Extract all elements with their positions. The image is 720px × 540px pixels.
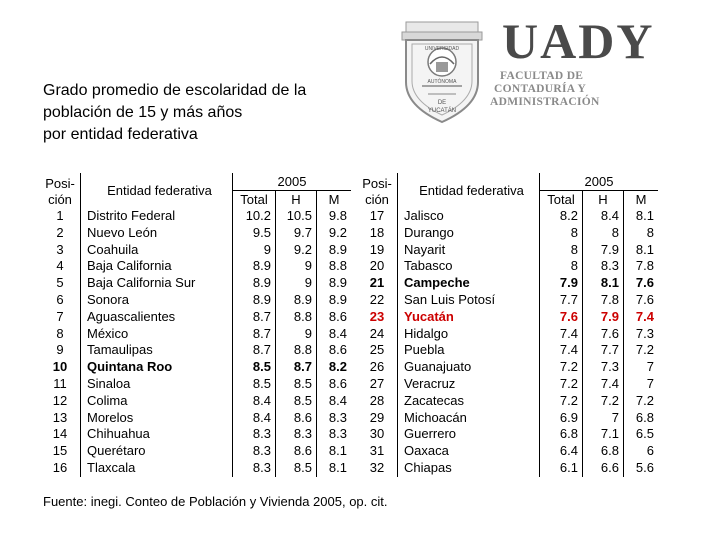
cell-posicion: 18 bbox=[369, 224, 385, 240]
cell-entidad: Nayarit bbox=[398, 242, 540, 259]
header-total: Total bbox=[233, 191, 276, 209]
cell-m: 7.8 bbox=[624, 258, 659, 275]
seal-text: UNIVERSIDAD bbox=[424, 46, 460, 52]
seal-text: AUTÓNOMA bbox=[427, 79, 457, 85]
cell-entidad: Tamaulipas bbox=[81, 342, 233, 359]
cell-posicion: 16 bbox=[52, 459, 68, 475]
cell-total: 8.4 bbox=[233, 393, 276, 410]
cell-total: 8.9 bbox=[233, 292, 276, 309]
cell-posicion: 32 bbox=[369, 459, 385, 475]
cell-h: 8.3 bbox=[583, 258, 624, 275]
cell-total: 8 bbox=[540, 242, 583, 259]
cell-posicion: 26 bbox=[369, 359, 385, 375]
cell-entidad: Tlaxcala bbox=[81, 460, 233, 477]
cell-m: 8.3 bbox=[317, 410, 352, 427]
cell-m: 8.6 bbox=[317, 376, 352, 393]
header-year: 2005 bbox=[540, 173, 659, 191]
faculty-line: ADMINISTRACIÓN bbox=[490, 96, 600, 108]
cell-total: 8.7 bbox=[233, 326, 276, 343]
cell-entidad: San Luis Potosí bbox=[398, 292, 540, 309]
cell-h: 8.4 bbox=[583, 208, 624, 225]
cell-posicion: 23 bbox=[369, 308, 385, 324]
cell-m: 9.2 bbox=[317, 225, 352, 242]
cell-h: 8.5 bbox=[276, 460, 317, 477]
cell-entidad: Oaxaca bbox=[398, 443, 540, 460]
cell-h: 8 bbox=[583, 225, 624, 242]
table-body bbox=[357, 208, 658, 477]
cell-m: 8.9 bbox=[317, 242, 352, 259]
seal-text: DE bbox=[437, 100, 447, 106]
table-row bbox=[357, 326, 658, 343]
cell-posicion: 22 bbox=[369, 291, 385, 307]
cell-h: 7.4 bbox=[583, 376, 624, 393]
table-row bbox=[357, 292, 658, 309]
cell-posicion: 7 bbox=[56, 308, 64, 324]
cell-entidad: Campeche bbox=[398, 275, 540, 292]
cell-total: 7.4 bbox=[540, 342, 583, 359]
header-m: M bbox=[317, 191, 352, 209]
cell-total: 8 bbox=[540, 225, 583, 242]
cell-total: 6.8 bbox=[540, 426, 583, 443]
cell-entidad: Chiapas bbox=[398, 460, 540, 477]
cell-m: 6 bbox=[624, 443, 659, 460]
cell-entidad: Puebla bbox=[398, 342, 540, 359]
cell-entidad: Querétaro bbox=[81, 443, 233, 460]
cell-entidad: Chihuahua bbox=[81, 426, 233, 443]
cell-h: 7.6 bbox=[583, 326, 624, 343]
cell-m: 7 bbox=[624, 376, 659, 393]
cell-posicion: 25 bbox=[369, 342, 385, 358]
cell-entidad: Hidalgo bbox=[398, 326, 540, 343]
cell-m: 8.8 bbox=[317, 258, 352, 275]
university-seal-icon bbox=[392, 4, 502, 129]
cell-total: 7.2 bbox=[540, 359, 583, 376]
cell-total: 7.6 bbox=[540, 309, 583, 326]
cell-total: 10.2 bbox=[233, 208, 276, 225]
cell-m: 7.3 bbox=[624, 326, 659, 343]
uady-logo bbox=[392, 4, 712, 129]
cell-posicion: 13 bbox=[52, 409, 68, 425]
cell-m: 8.6 bbox=[317, 342, 352, 359]
cell-m: 8.1 bbox=[624, 242, 659, 259]
table-row bbox=[40, 426, 351, 443]
cell-h: 9 bbox=[276, 275, 317, 292]
cell-m: 8.4 bbox=[317, 393, 352, 410]
cell-m: 6.8 bbox=[624, 410, 659, 427]
cell-total: 8.3 bbox=[233, 443, 276, 460]
cell-h: 7 bbox=[583, 410, 624, 427]
page-title bbox=[43, 80, 363, 146]
ranking-table-left bbox=[40, 173, 351, 477]
table-row bbox=[40, 443, 351, 460]
cell-posicion: 17 bbox=[369, 208, 385, 223]
cell-total: 8.7 bbox=[233, 309, 276, 326]
cell-total: 7.7 bbox=[540, 292, 583, 309]
cell-entidad: Distrito Federal bbox=[81, 208, 233, 225]
cell-entidad: México bbox=[81, 326, 233, 343]
cell-entidad: Baja California Sur bbox=[81, 275, 233, 292]
header-h: H bbox=[276, 191, 317, 209]
cell-h: 6.8 bbox=[583, 443, 624, 460]
cell-total: 9 bbox=[233, 242, 276, 259]
table-row bbox=[357, 460, 658, 477]
table-row bbox=[357, 242, 658, 259]
cell-h: 8.5 bbox=[276, 376, 317, 393]
title-line: Grado promedio de escolaridad de la bbox=[43, 82, 307, 99]
cell-posicion: 3 bbox=[56, 241, 64, 257]
cell-entidad: Veracruz bbox=[398, 376, 540, 393]
cell-h: 7.7 bbox=[583, 342, 624, 359]
table-row bbox=[357, 275, 658, 292]
cell-posicion: 31 bbox=[369, 443, 385, 459]
cell-entidad: Quintana Roo bbox=[81, 359, 233, 376]
cell-total: 7.2 bbox=[540, 376, 583, 393]
cell-h: 8.6 bbox=[276, 443, 317, 460]
header-posicion: Posi- ción bbox=[45, 176, 75, 207]
cell-h: 7.9 bbox=[583, 242, 624, 259]
cell-posicion: 24 bbox=[369, 325, 385, 341]
title-line: por entidad federativa bbox=[43, 126, 198, 143]
cell-posicion: 14 bbox=[52, 426, 68, 442]
cell-entidad: Morelos bbox=[81, 410, 233, 427]
cell-m: 7.2 bbox=[624, 342, 659, 359]
cell-m: 8.1 bbox=[317, 443, 352, 460]
cell-h: 9 bbox=[276, 258, 317, 275]
cell-total: 8.7 bbox=[233, 342, 276, 359]
cell-total: 9.5 bbox=[233, 225, 276, 242]
cell-total: 8.2 bbox=[540, 208, 583, 225]
cell-m: 5.6 bbox=[624, 460, 659, 477]
cell-posicion: 12 bbox=[52, 392, 68, 408]
cell-total: 8.9 bbox=[233, 275, 276, 292]
cell-entidad: Durango bbox=[398, 225, 540, 242]
table-row bbox=[40, 275, 351, 292]
cell-entidad: Jalisco bbox=[398, 208, 540, 225]
table-row bbox=[357, 426, 658, 443]
cell-posicion: 30 bbox=[369, 426, 385, 442]
cell-h: 10.5 bbox=[276, 208, 317, 225]
cell-entidad: Michoacán bbox=[398, 410, 540, 427]
table-row bbox=[357, 208, 658, 225]
cell-posicion: 20 bbox=[369, 258, 385, 274]
cell-m: 8.3 bbox=[317, 426, 352, 443]
table-row bbox=[40, 460, 351, 477]
cell-total: 7.9 bbox=[540, 275, 583, 292]
cell-entidad: Baja California bbox=[81, 258, 233, 275]
cell-total: 6.4 bbox=[540, 443, 583, 460]
header-entidad: Entidad federativa bbox=[81, 173, 233, 208]
cell-h: 7.2 bbox=[583, 393, 624, 410]
cell-m: 8.2 bbox=[317, 359, 352, 376]
title-line: población de 15 y más años bbox=[43, 104, 243, 121]
cell-entidad: Colima bbox=[81, 393, 233, 410]
table-row bbox=[40, 410, 351, 427]
cell-m: 8.1 bbox=[317, 460, 352, 477]
source-note: Fuente: inegi. Conteo de Población y Vivienda 2005, op. cit. bbox=[43, 494, 388, 509]
cell-m: 6.5 bbox=[624, 426, 659, 443]
header-total: Total bbox=[540, 191, 583, 209]
header-entidad: Entidad federativa bbox=[398, 173, 540, 208]
cell-entidad: Zacatecas bbox=[398, 393, 540, 410]
cell-total: 8 bbox=[540, 258, 583, 275]
cell-m: 9.8 bbox=[317, 208, 352, 225]
cell-posicion: 10 bbox=[52, 359, 68, 375]
cell-m: 7.6 bbox=[624, 292, 659, 309]
table-row bbox=[357, 359, 658, 376]
faculty-line: FACULTAD DE bbox=[500, 70, 584, 82]
cell-entidad: Aguascalientes bbox=[81, 309, 233, 326]
cell-h: 9 bbox=[276, 326, 317, 343]
table-row bbox=[357, 342, 658, 359]
cell-total: 8.5 bbox=[233, 376, 276, 393]
cell-entidad: Coahuila bbox=[81, 242, 233, 259]
cell-h: 8.6 bbox=[276, 410, 317, 427]
cell-total: 8.9 bbox=[233, 258, 276, 275]
cell-h: 8.3 bbox=[276, 426, 317, 443]
cell-posicion: 21 bbox=[369, 275, 385, 291]
cell-h: 7.9 bbox=[583, 309, 624, 326]
cell-posicion: 11 bbox=[53, 375, 67, 391]
cell-h: 7.8 bbox=[583, 292, 624, 309]
cell-posicion: 5 bbox=[56, 275, 64, 291]
cell-posicion: 27 bbox=[369, 375, 385, 391]
header-m: M bbox=[624, 191, 659, 209]
table-row bbox=[357, 258, 658, 275]
cell-entidad: Tabasco bbox=[398, 258, 540, 275]
seal-text: YUCATÁN bbox=[427, 108, 457, 114]
table-row bbox=[357, 393, 658, 410]
cell-h: 8.8 bbox=[276, 309, 317, 326]
cell-m: 8.6 bbox=[317, 309, 352, 326]
table-row bbox=[357, 309, 658, 326]
cell-total: 6.9 bbox=[540, 410, 583, 427]
cell-entidad: Yucatán bbox=[398, 309, 540, 326]
header-h: H bbox=[583, 191, 624, 209]
table-body bbox=[40, 208, 351, 477]
cell-posicion: 2 bbox=[56, 224, 64, 240]
cell-m: 8 bbox=[624, 225, 659, 242]
cell-total: 8.3 bbox=[233, 460, 276, 477]
cell-h: 8.1 bbox=[583, 275, 624, 292]
table-row bbox=[357, 376, 658, 393]
cell-total: 8.4 bbox=[233, 410, 276, 427]
cell-m: 7.4 bbox=[624, 309, 659, 326]
cell-h: 8.8 bbox=[276, 342, 317, 359]
cell-m: 7.2 bbox=[624, 393, 659, 410]
cell-total: 7.4 bbox=[540, 326, 583, 343]
table-row bbox=[40, 326, 351, 343]
cell-h: 7.1 bbox=[583, 426, 624, 443]
cell-total: 6.1 bbox=[540, 460, 583, 477]
cell-posicion: 1 bbox=[56, 208, 64, 223]
table-row bbox=[40, 225, 351, 242]
table-row bbox=[40, 208, 351, 225]
cell-m: 8.9 bbox=[317, 275, 352, 292]
cell-posicion: 15 bbox=[52, 443, 68, 459]
logo-faculty bbox=[490, 70, 600, 109]
table-row bbox=[40, 393, 351, 410]
table-row bbox=[40, 258, 351, 275]
cell-posicion: 29 bbox=[369, 409, 385, 425]
cell-posicion: 8 bbox=[56, 325, 64, 341]
cell-h: 8.7 bbox=[276, 359, 317, 376]
cell-h: 6.6 bbox=[583, 460, 624, 477]
cell-h: 9.2 bbox=[276, 242, 317, 259]
cell-h: 8.5 bbox=[276, 393, 317, 410]
cell-posicion: 4 bbox=[56, 258, 64, 274]
faculty-line: CONTADURÍA Y bbox=[494, 83, 587, 95]
cell-m: 8.1 bbox=[624, 208, 659, 225]
cell-m: 7 bbox=[624, 359, 659, 376]
table-row bbox=[357, 225, 658, 242]
table-row bbox=[40, 309, 351, 326]
cell-total: 8.5 bbox=[233, 359, 276, 376]
header-posicion: Posi- ción bbox=[362, 176, 392, 207]
cell-h: 9.7 bbox=[276, 225, 317, 242]
cell-m: 8.9 bbox=[317, 292, 352, 309]
cell-entidad: Guerrero bbox=[398, 426, 540, 443]
table-row bbox=[40, 242, 351, 259]
header-year: 2005 bbox=[233, 173, 352, 191]
ranking-table-right bbox=[357, 173, 658, 477]
table-row bbox=[357, 410, 658, 427]
logo-brand: UADY bbox=[502, 13, 655, 69]
cell-posicion: 28 bbox=[369, 392, 385, 408]
table-row bbox=[40, 342, 351, 359]
cell-entidad: Sonora bbox=[81, 292, 233, 309]
cell-m: 8.4 bbox=[317, 326, 352, 343]
table-row bbox=[40, 376, 351, 393]
table-row bbox=[357, 443, 658, 460]
cell-total: 7.2 bbox=[540, 393, 583, 410]
table-row bbox=[40, 359, 351, 376]
cell-entidad: Nuevo León bbox=[81, 225, 233, 242]
table-row bbox=[40, 292, 351, 309]
cell-entidad: Guanajuato bbox=[398, 359, 540, 376]
cell-posicion: 9 bbox=[56, 342, 64, 358]
cell-h: 7.3 bbox=[583, 359, 624, 376]
cell-entidad: Sinaloa bbox=[81, 376, 233, 393]
cell-total: 8.3 bbox=[233, 426, 276, 443]
cell-posicion: 6 bbox=[56, 291, 64, 307]
cell-posicion: 19 bbox=[369, 241, 385, 257]
cell-m: 7.6 bbox=[624, 275, 659, 292]
cell-h: 8.9 bbox=[276, 292, 317, 309]
